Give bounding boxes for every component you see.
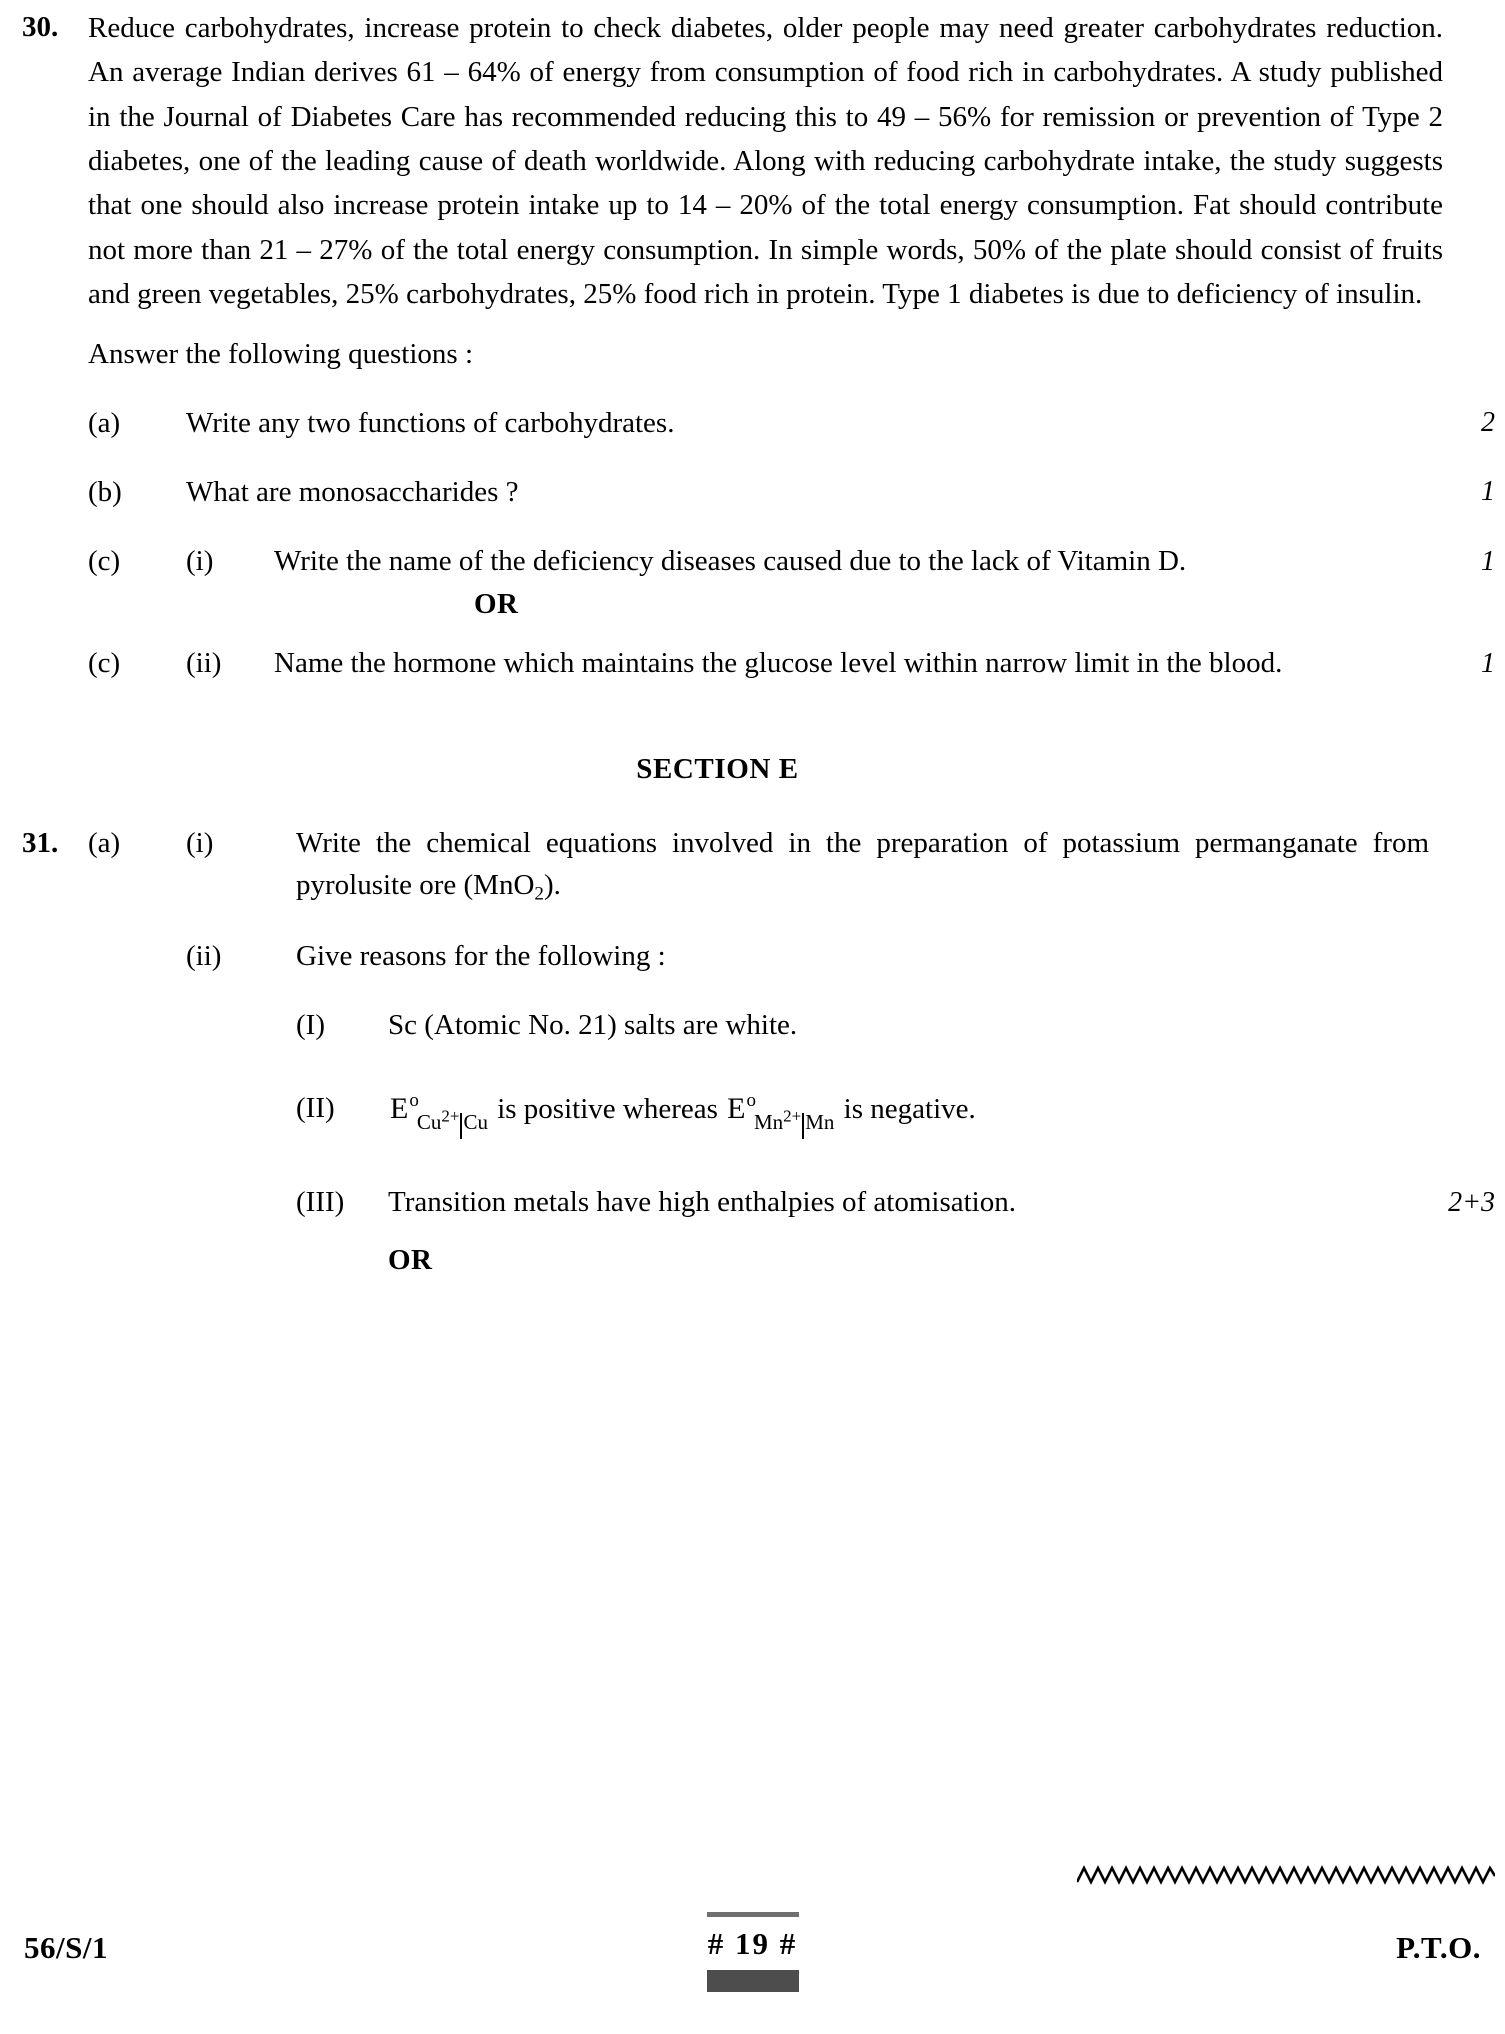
question-31-part-a-i — [0, 822, 1505, 910]
q31-reason-II — [0, 1087, 1505, 1139]
marker-top-bar — [707, 1912, 799, 1917]
question-30-number: 30. — [22, 11, 59, 43]
zigzag-line-icon — [1077, 1862, 1495, 1888]
part-b-marks: 1 — [1481, 475, 1495, 507]
reason-I-text: Sc (Atomic No. 21) salts are white. — [388, 1009, 798, 1042]
electrode-potential-mn — [727, 1087, 834, 1139]
question-30-instruction: Answer the following questions : — [88, 337, 474, 370]
pto-label: P.T.O. — [1396, 1930, 1481, 1965]
mn-charge: 2+ — [783, 1106, 802, 1126]
reason-II-label: (II) — [296, 1091, 335, 1124]
q31-sub-ii-label: (ii) — [186, 940, 222, 973]
reason-III-marks: 2+3 — [1448, 1186, 1495, 1218]
part-b-label: (b) — [88, 475, 122, 508]
q31-reason-I — [0, 1004, 1505, 1047]
reason-III-label: (III) — [296, 1185, 345, 1218]
page-footer — [0, 1842, 1505, 1992]
mn-metal: Mn — [805, 1109, 835, 1134]
part-c-label: (c) — [88, 544, 121, 577]
e-symbol-cu: E — [390, 1091, 409, 1125]
mn-species: Mn — [753, 1109, 784, 1134]
part-c-i-roman: (i) — [186, 544, 214, 577]
reason-II-text — [388, 1087, 1429, 1139]
q31-reason-III — [0, 1181, 1505, 1224]
e-symbol-mn: E — [727, 1091, 746, 1125]
question-30-or-row — [0, 583, 1505, 626]
part-c-ii-roman: (ii) — [186, 646, 222, 679]
question-31-or-row — [0, 1239, 1505, 1282]
question-30-block — [0, 0, 1505, 317]
question-30-or-label: OR — [474, 587, 519, 620]
cu-metal: Cu — [463, 1109, 488, 1134]
part-c-ii-text: Name the hormone which maintains the glucose level within narrow limit in the blood. — [274, 646, 1283, 679]
reason-I-label: (I) — [296, 1009, 325, 1042]
q31-part-a-label: (a) — [88, 826, 121, 859]
question-30-part-c-i — [0, 540, 1505, 583]
question-30-passage: Reduce carbohydrates, increase protein to check diabetes, older people may need greater carbohydrates reduction. An average Indian derives 61 – 64% of energy from consumption of food rich in carbohydrates. A study published in the Journal of Diabetes Care has recommended reducing this to 49 – 56% for remission or prevention of Type 2 diabetes, one of the leading cause of death worldwide. Along with reducing carbohydrate intake, the study suggests that one should also increase protein intake up to 14 – 20% of the total energy consumption. Fat should contribute not more than 21 – 27% of the total energy consumption. In simple words, 50% of the plate should consist of fruits and green vegetables, 25% carbohydrates, 25% food rich in protein. Type 1 diabetes is due to deficiency of insulin. — [88, 12, 1443, 311]
reason-II-tail: is negative. — [843, 1092, 976, 1125]
vertical-bar-icon — [802, 1113, 804, 1139]
question-30-part-c-ii — [0, 642, 1505, 685]
part-c-i-text: Write the name of the deficiency diseases caused due to the lack of Vitamin D. — [274, 544, 1187, 577]
question-31-number: 31. — [22, 826, 59, 859]
question-30-part-a — [0, 402, 1505, 445]
reason-III-text: Transition metals have high enthalpies of atomisation. — [388, 1185, 1016, 1218]
paper-code: 56/S/1 — [24, 1930, 108, 1965]
cu-charge: 2+ — [441, 1106, 460, 1126]
q31-sub-i-label: (i) — [186, 826, 214, 859]
cu-species: Cu — [416, 1109, 442, 1134]
part-c2-label: (c) — [88, 646, 121, 679]
degree-superscript-cu: o — [409, 1090, 419, 1112]
section-e-heading: SECTION E — [636, 752, 799, 785]
part-c-i-marks: 1 — [1481, 546, 1495, 578]
page-marker-group — [0, 1912, 1505, 1992]
marker-bottom-bar — [707, 1970, 799, 1992]
page-number: # 19 # — [707, 1926, 798, 1961]
reason-II-middle: is positive whereas — [497, 1092, 718, 1125]
part-c-ii-marks: 1 — [1481, 648, 1495, 680]
q31-sub-i-text-after: ). — [543, 869, 561, 902]
part-b-text: What are monosaccharides ? — [186, 475, 519, 508]
subscript-cu-couple — [416, 1106, 488, 1134]
part-a-marks: 2 — [1481, 407, 1495, 439]
mno2-subscript: 2 — [534, 883, 544, 905]
q31-sub-ii-text: Give reasons for the following : — [296, 940, 666, 973]
part-a-text: Write any two functions of carbohydrates. — [186, 407, 675, 440]
question-30-instruction-row — [0, 333, 1505, 377]
part-a-label: (a) — [88, 407, 121, 440]
question-30-part-b — [0, 471, 1505, 514]
degree-superscript-mn: o — [746, 1090, 756, 1112]
question-31-or-label: OR — [388, 1244, 433, 1277]
q31-sub-i-text — [296, 822, 1435, 910]
subscript-mn-couple — [753, 1106, 835, 1134]
electrode-potential-cu — [390, 1087, 488, 1139]
q31-sub-i-text-before: Write the chemical equations involved in the preparation of potassium permanganate from pyrolusite ore (MnO — [296, 826, 1429, 902]
question-31-part-a-ii — [0, 935, 1505, 978]
